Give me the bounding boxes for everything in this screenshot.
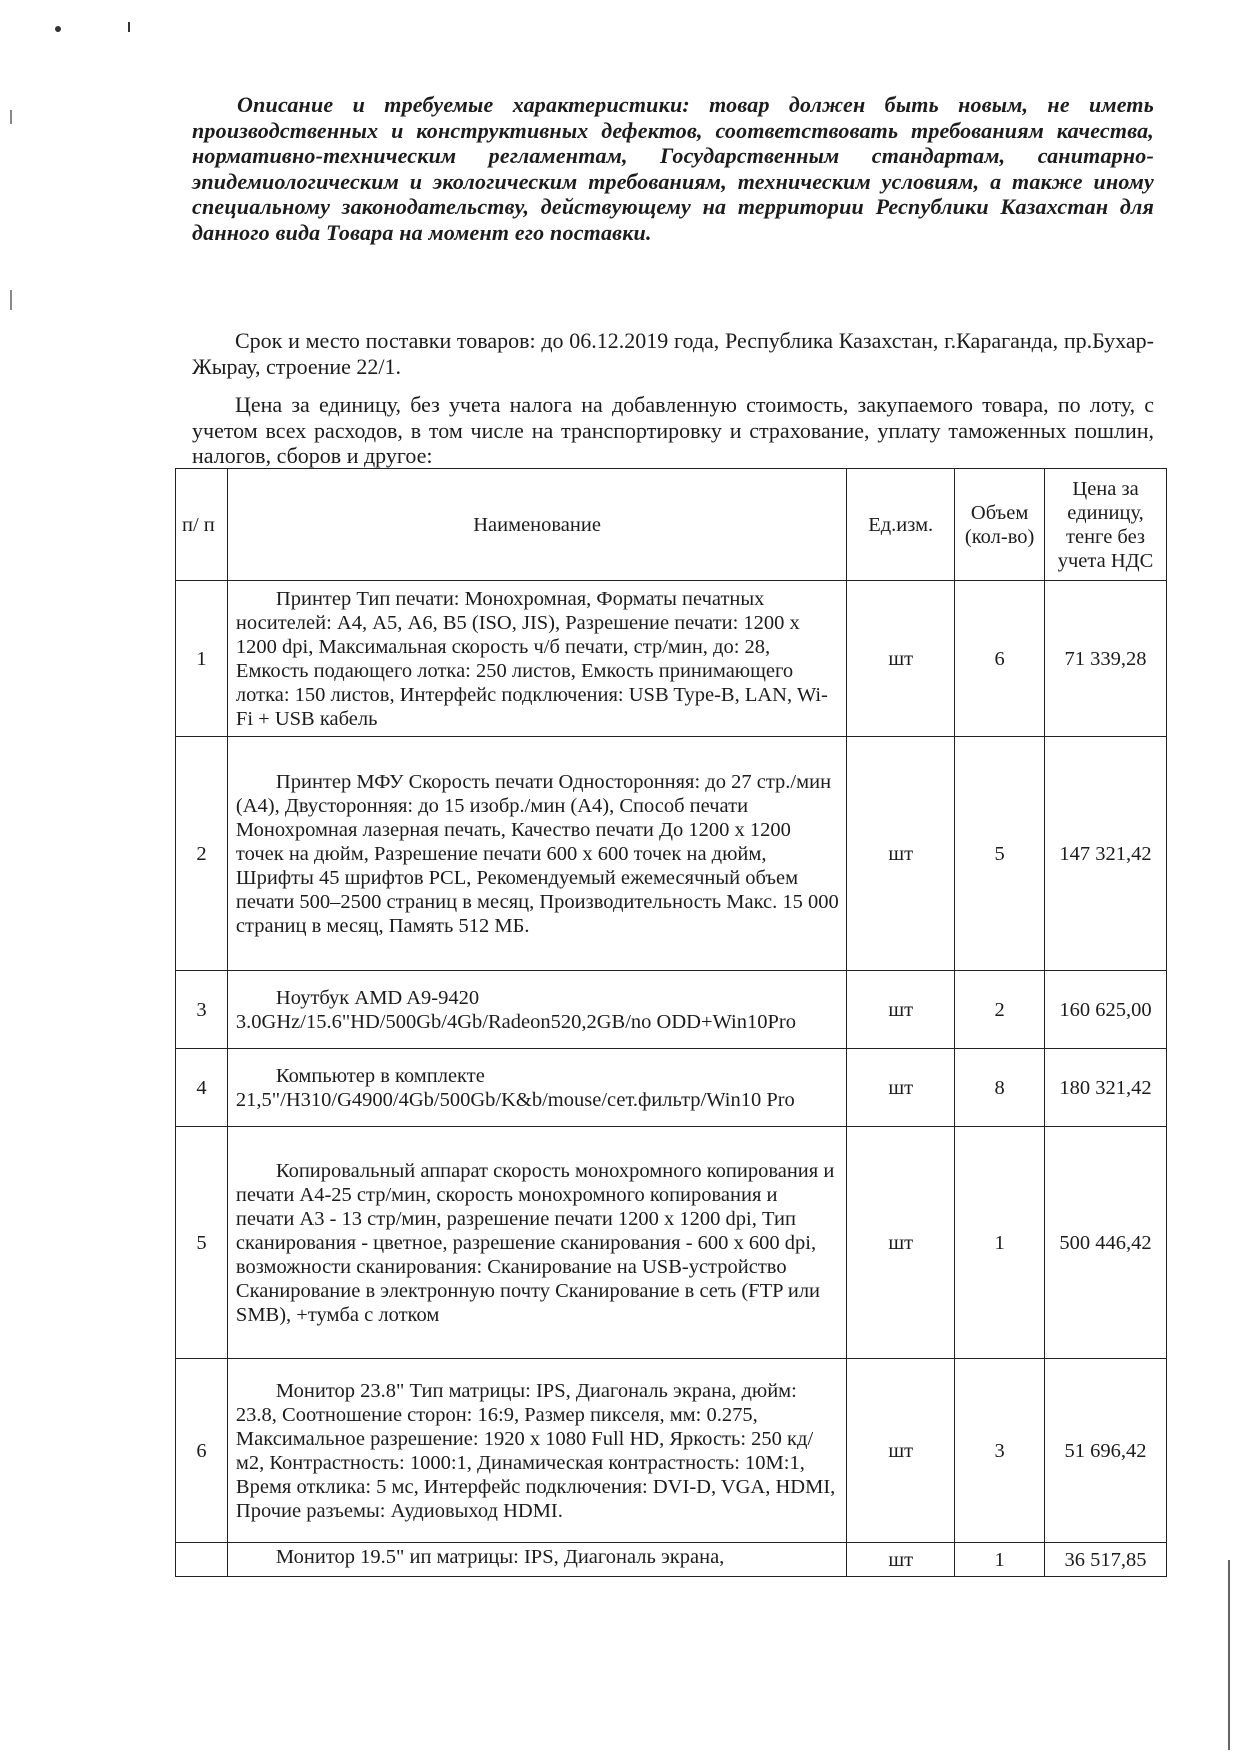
row-qty: 2 <box>955 971 1045 1049</box>
table-row <box>176 1127 1167 1359</box>
table-row <box>176 1359 1167 1543</box>
row-num: 5 <box>176 1127 228 1359</box>
row-price: 500 446,42 <box>1045 1127 1167 1359</box>
row-qty: 8 <box>955 1049 1045 1127</box>
row-name: Ноутбук AMD A9-9420 3.0GHz/15.6"HD/500Gb/4Gb/Radeon520,2GB/no ODD+Win10Pro <box>227 971 846 1049</box>
table-row <box>176 1049 1167 1127</box>
row-unit: шт <box>847 737 955 971</box>
row-unit: шт <box>847 1049 955 1127</box>
scan-edge-mark <box>10 110 12 124</box>
row-unit: шт <box>847 1127 955 1359</box>
row-qty: 3 <box>955 1359 1045 1543</box>
scan-edge-mark <box>1228 1560 1230 1750</box>
row-price: 147 321,42 <box>1045 737 1167 971</box>
row-qty: 6 <box>955 581 1045 737</box>
row-name: Принтер МФУ Скорость печати Односторонняя: до 27 стр./мин (А4), Двусторонняя: до 15 изобр./мин (А4), Способ печати Монохромная лазерная печать, Качество печати До 1200 x 1200 точек на дюйм, Разрешение печати 600 x 600 точек на дюйм, Шрифты 45 шрифтов PCL, Рекомендуемый ежемесячный объем печати 500–2500 страниц в месяц, Производительность Макс. 15 000 страниц в месяц, Память 512 МБ. <box>227 737 846 971</box>
row-name: Монитор 23.8" Тип матрицы: IPS, Диагональ экрана, дюйм: 23.8, Соотношение сторон: 16:9, Размер пикселя, мм: 0.275, Максимальное разрешение: 1920 x 1080 Full HD, Яркость: 250 кд/м2, Контрастность: 1000:1, Динамическая контрастность: 10M:1, Время отклика: 5 мс, Интерфейс подключения: DVI-D, VGA, HDMI, Прочие разъемы: Аудиовыход HDMI. <box>227 1359 846 1543</box>
delivery-terms: Срок и место поставки товаров: до 06.12.2019 года, Республика Казахстан, г.Караганда, пр.Бухар-Жырау, строение 22/1. <box>192 328 1154 379</box>
row-qty: 1 <box>955 1127 1045 1359</box>
row-name: Копировальный аппарат скорость монохромного копирования и печати А4-25 стр/мин, скорость монохромного копирования и печати А3 - 13 стр/мин, разрешение печати 1200 x 1200 dpi, Тип сканирования - цветное, разрешение сканирования - 600 x 600 dpi, возможности сканирования: Сканирование на USB-устройство Сканирование в электронную почту Сканирование в сеть (FTP или SMB), +тумба с лотком <box>227 1127 846 1359</box>
price-note: Цена за единицу, без учета налога на добавленную стоимость, закупаемого товара, по лоту, с учетом всех расходов, в том числе на транспортировку и страхование, уплату таможенных пошлин, налогов, сборов и другое: <box>192 392 1154 468</box>
row-num: 6 <box>176 1359 228 1543</box>
row-num <box>176 1543 228 1577</box>
row-qty: 5 <box>955 737 1045 971</box>
row-num: 3 <box>176 971 228 1049</box>
row-price: 51 696,42 <box>1045 1359 1167 1543</box>
table-row <box>176 581 1167 737</box>
header-num: п/ п <box>176 469 228 581</box>
goods-table <box>175 468 1167 1577</box>
table-row <box>176 737 1167 971</box>
row-unit: шт <box>847 971 955 1049</box>
row-price: 36 517,85 <box>1045 1543 1167 1577</box>
header-price: Цена за единицу, тенге без учета НДС <box>1045 469 1167 581</box>
scan-speck <box>128 22 130 32</box>
scan-speck <box>55 26 61 32</box>
row-num: 2 <box>176 737 228 971</box>
row-num: 4 <box>176 1049 228 1127</box>
row-unit: шт <box>847 1359 955 1543</box>
row-name: Компьютер в комплекте 21,5"/H310/G4900/4Gb/500Gb/K&b/mouse/сет.фильтр/Win10 Pro <box>227 1049 846 1127</box>
header-qty: Объем (кол-во) <box>955 469 1045 581</box>
header-unit: Ед.изм. <box>847 469 955 581</box>
row-name: Принтер Тип печати: Монохромная, Форматы печатных носителей: А4, А5, А6, В5 (ISO, JIS), Разрешение печати: 1200 x 1200 dpi, Максимальная скорость ч/б печати, стр/мин, до: 28, Емкость подающего лотка: 250 листов, Емкость принимающего лотка: 150 листов, Интерфейс подключения: USB Type-B, LAN, Wi-Fi + USB кабель <box>227 581 846 737</box>
row-num: 1 <box>176 581 228 737</box>
row-unit: шт <box>847 581 955 737</box>
row-unit: шт <box>847 1543 955 1577</box>
scan-edge-mark <box>10 290 12 310</box>
requirements-description: Описание и требуемые характеристики: товар должен быть новым, не иметь производственных и конструктивных дефектов, соответствовать требованиям качества, нормативно-техническим регламентам, Государственным стандартам, санитарно-эпидемиологическим и экологическим требованиям, техническим условиям, а также иному специальному законодательству, действующему на территории Республики Казахстан для данного вида Товара на момент его поставки. <box>192 92 1154 245</box>
row-name: Монитор 19.5" ип матрицы: IPS, Диагональ экрана, <box>227 1543 846 1577</box>
table-row <box>176 971 1167 1049</box>
table-row <box>176 1543 1167 1577</box>
row-price: 180 321,42 <box>1045 1049 1167 1127</box>
row-price: 160 625,00 <box>1045 971 1167 1049</box>
row-price: 71 339,28 <box>1045 581 1167 737</box>
table-header-row <box>176 469 1167 581</box>
header-name: Наименование <box>227 469 846 581</box>
row-qty: 1 <box>955 1543 1045 1577</box>
